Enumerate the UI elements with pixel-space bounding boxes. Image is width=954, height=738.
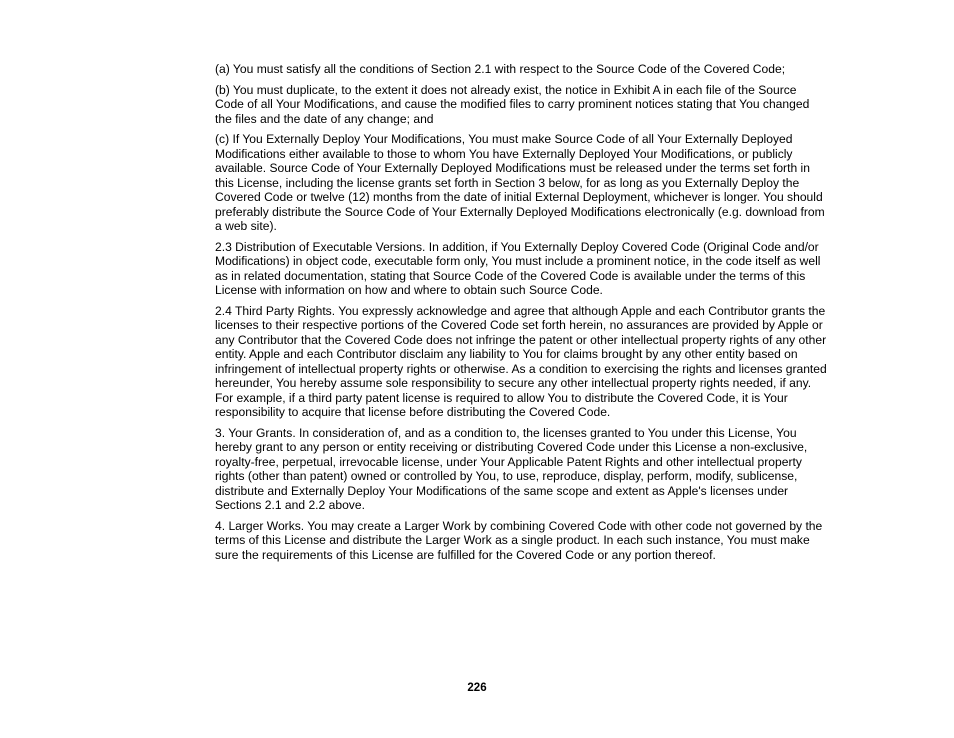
page-body [215, 62, 827, 568]
paragraph-section-2-3: 2.3 Distribution of Executable Versions. In addition, if You Externally Deploy Covered Code (Original Code and/or Modifications) in object code, executable form only, You must include a prominent notice, in the code itself as well as in related documentation, stating that Source Code of the Covered Code is available under the terms of this License with information on how and where to obtain such Source Code. [215, 239, 821, 297]
paragraph-section-3: 3. Your Grants. In consideration of, and as a condition to, the licenses granted to You under this License, You hereby grant to any person or entity receiving or distributing Covered Code under this License a non-exclusive, royalty-free, perpetual, irrevocable license, under Your Applicable Patent Rights and other intellectual property rights (other than patent) owned or controlled by You, to use, reproduce, display, perform, modify, sublicense, distribute and Externally Deploy Your Modifications of the same scope and extent as Apple's licenses under Sections 2.1 and 2.2 above. [215, 425, 808, 512]
page-number: 226 [467, 682, 487, 694]
paragraph-section-4: 4. Larger Works. You may create a Larger Work by combining Covered Code with other code not governed by the terms of this License and distribute the Larger Work as a single product. In each such instance, You must make sure the requirements of this License are fulfilled for the Covered Code or any portion thereof. [215, 518, 823, 562]
paragraph-condition-b: (b) You must duplicate, to the extent it does not already exist, the notice in Exhibit A in each file of the Source Code of all Your Modifications, and cause the modified files to carry prominent notices stating that You changed the files and the date of any change; and [215, 82, 810, 126]
paragraph-section-2-4: 2.4 Third Party Rights. You expressly acknowledge and agree that although Apple and each Contributor grants the licenses to their respective portions of the Covered Code set forth herein, no assurances are provided by Apple or any Contributor that the Covered Code does not infringe the patent or other intellectual property rights of any other entity. Apple and each Contributor disclaim any liability to You for claims brought by any other entity based on infringement of intellectual property rights or otherwise. As a condition to exercising the rights and licenses granted hereunder, You hereby assume sole responsibility to secure any other intellectual property rights needed, if any. For example, if a third party patent license is required to allow You to distribute the Covered Code, it is Your responsibility to acquire that license before distributing the Covered Code. [215, 303, 827, 419]
paragraph-condition-c: (c) If You Externally Deploy Your Modifications, You must make Source Code of all Your Externally Deployed Modifications either available to those to whom You have Externally Deployed Your Modifications, or publicly available. Source Code of Your Externally Deployed Modifications must be released under the terms set forth in this License, including the license grants set forth in Section 3 below, for as long as you Externally Deploy the Covered Code or twelve (12) months from the date of initial External Deployment, whichever is longer. You should preferably distribute the Source Code of Your Externally Deployed Modifications electronically (e.g. download from a web site). [215, 132, 825, 233]
paragraph-condition-a: (a) You must satisfy all the conditions of Section 2.1 with respect to the Source Code of the Covered Code; [215, 62, 786, 76]
